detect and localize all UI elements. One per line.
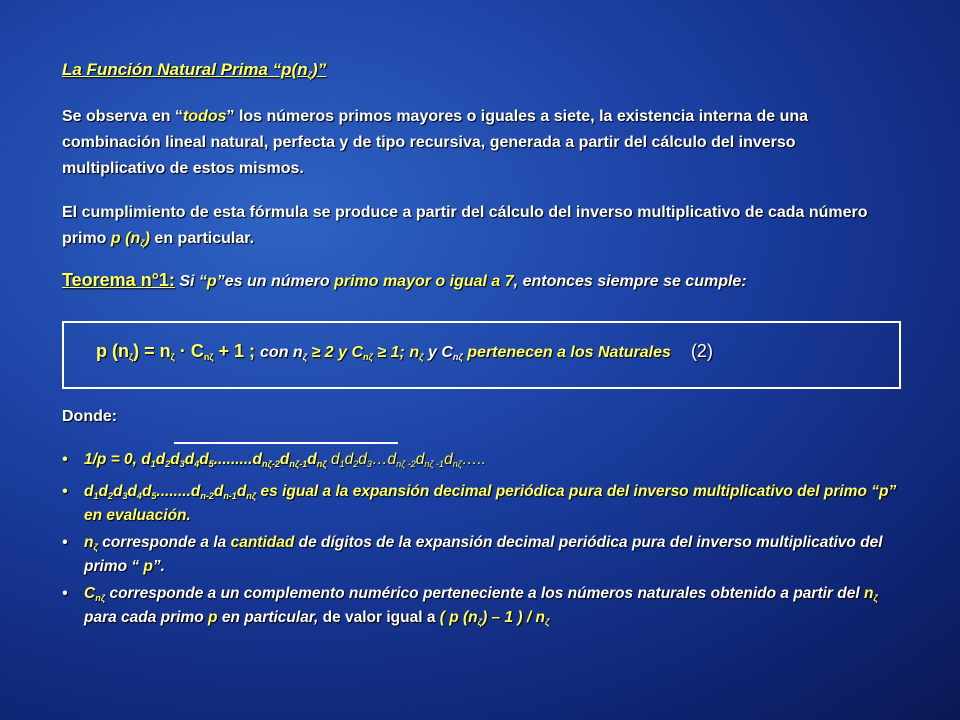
divider-rule <box>174 442 398 444</box>
intro-paragraph: Se observa en “todos” los números primos mayores o iguales a siete, la existencia interna de una combinación lineal natural, perfecta y de tipo recursiva, generada a partir del cálculo del inverso multiplicativo de estos mismos. <box>62 108 809 177</box>
list-item: • 1/p = 0, $d_1d_2d_3d_4d_5.........d_{n\zeta-2}d_{n\zeta-1}d_{n\zeta}$ $d_1d_2d_3\dots d_{n\zeta -2}d_{n\zeta -1}d_{n\zeta}\dots$.. <box>62 450 912 474</box>
equation-number: (2) <box>690 341 713 361</box>
formula: p $(n_\zeta) = n_\zeta \cdot C_{n\zeta} + 1$ ; con $n_\zeta \ge 2$ y $C_{n\zeta} \ge 1$; $n_\zeta$ y $C_{n\zeta}$ pertenecen a los Naturales (2) <box>96 341 713 362</box>
list-item: • $C_{n\zeta}$ corresponde a un complemento numérico perteneciente a los números naturales obtenido a partir del $n_\zeta$ para cada primo p en particular, de valor igual a ( p $(n_\zeta) - 1$ ) / $n_\zeta$ <box>62 584 912 632</box>
formula-paragraph: El cumplimiento de esta fórmula se produce a partir del cálculo del inverso multiplicativo de cada número primo p $(n_\zeta)$ en particular. <box>62 204 868 248</box>
list-item: • $d_1d_2d_3d_4d_5........d_{n-2}d_{n-1}d_{n\zeta}$ es igual a la expansión decimal periódica pura del inverso multiplicativo del primo “p” en evaluación. <box>62 482 912 525</box>
slide-title: La Función Natural Prima “$p(n_\zeta)$” <box>62 60 327 80</box>
donde-label: Donde: <box>62 408 118 425</box>
definition-list <box>62 450 912 640</box>
list-item: • $n_\zeta$ corresponde a la cantidad de dígitos de la expansión decimal periódica pura del inverso multiplicativo del primo “ p”. <box>62 533 912 576</box>
theorem-label: Teorema n°1: <box>62 270 175 290</box>
theorem-line: Teorema n°1: Si “p”es un número primo mayor o igual a 7, entonces siempre se cumple: <box>62 270 747 290</box>
